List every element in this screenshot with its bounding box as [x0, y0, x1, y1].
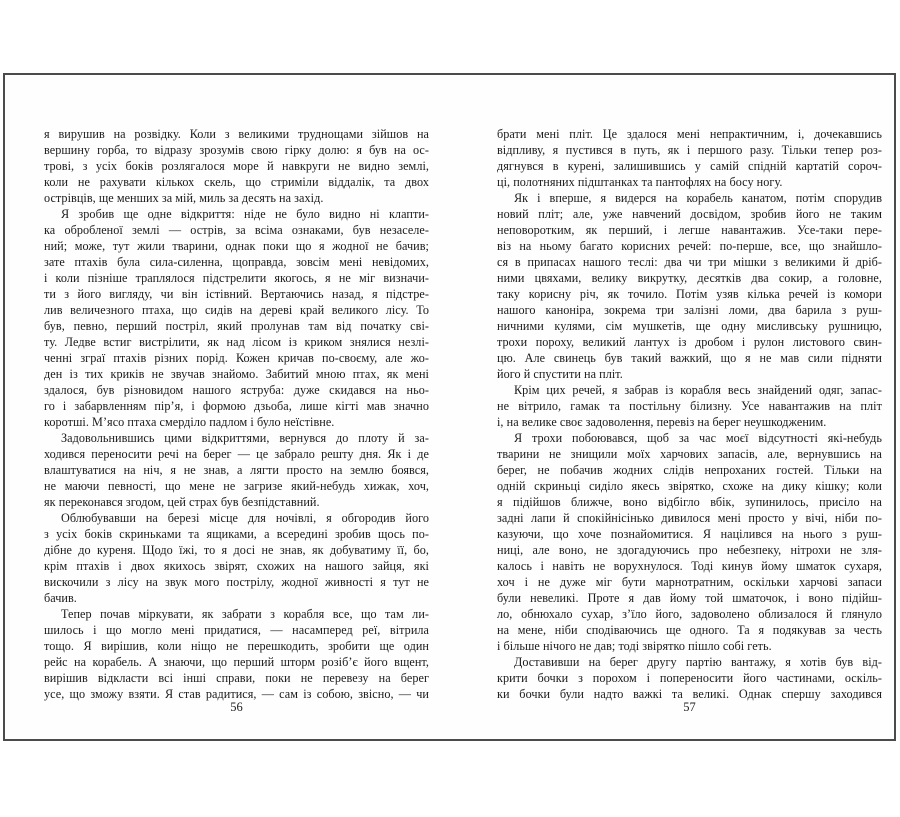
text-line: новий пліт; але, уже навчений досвідом, зробив його не таким	[497, 207, 882, 221]
text-line: відпливу, я пустився в путь, як і першого разу. Тільки тепер роз-	[497, 143, 882, 157]
book-spread-frame	[3, 73, 896, 741]
text-line: брати мені пліт. Це здалося мені непрактичним, і, дочекавшись	[497, 127, 882, 141]
book-page-left	[44, 126, 429, 714]
text-line: Як і вперше, я видерся на корабель канатом, потім спорудив	[514, 191, 882, 205]
text-line: Крім цих речей, я забрав із корабля весь знайдений одяг, запас-	[514, 383, 882, 397]
text-line: ти з його вигляду, чи він істівний. Вертаючись назад, я підстре-	[44, 287, 429, 301]
text-line: калось і навіть не ворухнулося. Тоді кинув йому шматок сухаря,	[497, 559, 882, 573]
text-line: трохи пороху, великий лантух із дробом і рулон листового свин-	[497, 335, 882, 349]
text-line: ниці, але воно, не здогадуючись про небезпеку, нітрохи не зля-	[497, 543, 882, 557]
text-line: його й спустити на пліт.	[497, 367, 623, 381]
text-line: таку корисну річ, як точило. Потім узяв кілька речей із комори	[497, 287, 882, 301]
page-text-left	[44, 126, 429, 702]
text-line: був, певно, перший постріл, який пролунав там від початку сві-	[44, 319, 429, 333]
text-line: віз на ньому багато корисних речей: по-перше, все, що знайшло-	[497, 239, 882, 253]
text-line: я підійшов ближче, воно відбігло вбік, зупинилось, присіло на	[497, 495, 882, 509]
text-line: влаштуватися на ніч, я не знав, а лягти просто на землю боявся,	[44, 463, 429, 477]
text-line: задні лапи й спокійнісінько дивилося мені просто у вічі, ніби по-	[497, 511, 882, 525]
text-line: нашого каноніра, зокрема три залізні ломи, два барила з руш-	[497, 303, 882, 317]
text-line: не маючи певності, що мене не загризе який-небудь хижак, хоч,	[44, 479, 429, 493]
text-line: лив величезного птаха, що сидів на дереві край великого лісу. То	[44, 303, 429, 317]
text-line: берег, не побачив жодних слідів непроханих гостей. Тільки на	[497, 463, 882, 477]
text-line: Тепер почав міркувати, як забрати з корабля все, що там ли-	[61, 607, 429, 621]
text-line: я вирушив на розвідку. Коли з великими труднощами зійшов на	[44, 127, 429, 141]
text-line: Я трохи побоювався, щоб за час моєї відсутності які-небудь	[514, 431, 882, 445]
text-line: на мене, ніби сподіваючись ще одного. Та я подякував за честь	[497, 623, 882, 637]
text-line: здалося, був різновидом нашого яструба: дуже скидався на ньо-	[44, 383, 429, 397]
text-line: казуючи, що хоче познайомитися. Я націлився на нього з руш-	[497, 527, 882, 541]
text-line: крім птахів і двох якихось звірят, схожих на нашого зайця, які	[44, 559, 429, 573]
text-line: як переконався згодом, цей страх був безпідставний.	[44, 495, 320, 509]
text-line: хоч і не дуже міг бути марнотратним, оскільки харчові запаси	[497, 575, 882, 589]
text-line: шилось і що могло мені придатися, — насамперед реї, вітрила	[44, 623, 429, 637]
text-line: Задовольнившись цими відкриттями, вернувся до плоту й за-	[61, 431, 429, 445]
text-line: і більше нічого не дав; тоді звірятко пішло собі геть.	[497, 639, 772, 653]
text-line: Доставивши на берег другу партію вантажу, я хотів був від-	[514, 655, 882, 669]
text-line: ден із тих криків не звучав знайомо. Забитий мною птах, як мені	[44, 367, 429, 381]
text-line: острівців, ще менших за мій, миль за десять на захід.	[44, 191, 324, 205]
text-line: ся в припасах нашого теслі: два чи три мішки з великими й дріб-	[497, 255, 882, 269]
text-line: ту. Ледве встиг вистрілити, як над лісом із криком знялися незлі-	[44, 335, 429, 349]
text-line: бачив.	[44, 591, 77, 605]
text-line: з усіх боків скриньками та ящиками, а всередині зробив щось по-	[44, 527, 429, 541]
text-line: го і забарвленням пір’я, і формою дзьоба, лише кігті мав значно	[44, 399, 429, 413]
text-line: і, на велике своє задоволення, перевіз на берег неушкодженим.	[497, 415, 827, 429]
text-line: коротші. М’ясо птаха смерділо падлом і було неїстівне.	[44, 415, 335, 429]
text-line: тощо. Я вирішив, коли ніщо не перешкодить, зробити ще один	[44, 639, 429, 653]
text-line: Я зробив ще одне відкриття: ніде не було видно ні клапти-	[61, 207, 429, 221]
text-line: тварини не знищили моїх харчових запасів, але, вернувшись на	[497, 447, 882, 461]
text-line: неповоротким, як перший, і легше навантажив. Усе-таки пере-	[497, 223, 882, 237]
text-line: ходився переносити речі на берег — це забрало решту дня. Як і де	[44, 447, 429, 461]
text-line: вершину горба, то відразу зрозумів свою гірку долю: я був на ос-	[44, 143, 429, 157]
text-line: цю. Але свинець був такий важкий, що я не мав сили підняти	[497, 351, 882, 365]
text-line: ний; може, тут жили тварини, однак поки що я жодної не бачив;	[44, 239, 429, 253]
text-line: рейс на корабель. А знаючи, що перший шторм розіб’є його вщент,	[44, 655, 429, 669]
text-line: крити бочки з порохом і попереносити його частинами, оскіль-	[497, 671, 882, 685]
text-line: ченні зграї птахів різних порід. Кожен кричав по-своєму, але жо-	[44, 351, 429, 365]
text-line: ничними кулями, сім мушкетів, ще одну мисливську рушницю,	[497, 319, 882, 333]
page-text-right	[497, 126, 882, 702]
text-line: Облюбувавши на березі місце для ночівлі, я обгородив його	[61, 511, 429, 525]
text-line: коли не рахувати кількох скель, що стриміли віддалік, та двох	[44, 175, 429, 189]
text-line: були невеликі. Проте я дав йому той шматочок, і воно підійш-	[497, 591, 882, 605]
text-line: трові, з усіх боків розлягалося море й навкруги не видно землі,	[44, 159, 429, 173]
text-line: зате птахів була сила-силенна, щоправда, зовсім мені невідомих,	[44, 255, 429, 269]
text-line: не вітрило, гамак та постільну білизну. Усе навантажив на пліт	[497, 399, 882, 413]
text-line: ці, полотняних підштанках та пантофлях на босу ногу.	[497, 175, 783, 189]
text-line: вирішив відкласти всі інші справи, поки не перевезу на берег	[44, 671, 429, 685]
text-line: ки бочки були надто важкі та великі. Однак спершу заходився	[497, 687, 882, 701]
text-line: і коли пізніше траплялося підстрелити якогось, я не міг визначи-	[44, 271, 429, 285]
page-number-left: 56	[230, 700, 243, 714]
text-line: усе, що зможу взяти. Я став радитися, — сам із собою, звісно, — чи	[44, 687, 429, 701]
text-line: дібне до куреня. Щодо їжі, то я досі не знав, як добуватиму її, бо,	[44, 543, 429, 557]
page-number-right: 57	[683, 700, 696, 714]
book-page-right	[497, 126, 882, 714]
text-line: ка обробленої землі — острів, за всіма ознаками, був незаселе-	[44, 223, 429, 237]
text-line: вискочили з лісу на звук мого пострілу, жодної живності я тут не	[44, 575, 429, 589]
text-line: ними цвяхами, велику викрутку, десятків два сокир, а головне,	[497, 271, 882, 285]
text-line: ло, обнюхало сухар, з’їло його, задоволено облизалося й глянуло	[497, 607, 882, 621]
text-line: дягнувся в курені, залишившись у самій спідній картатій сороч-	[497, 159, 882, 173]
text-line: одній скриньці сиділо якесь звірятко, схоже на дику кішку; коли	[497, 479, 882, 493]
